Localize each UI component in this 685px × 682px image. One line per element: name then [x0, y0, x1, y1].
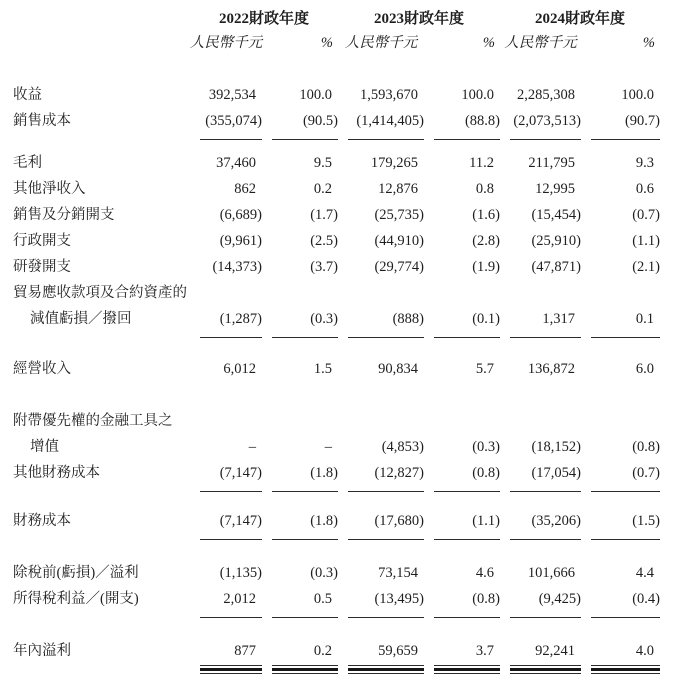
rule-segment	[424, 534, 500, 548]
single-rule-row	[0, 612, 685, 626]
amount-value: (14,373)	[212, 259, 262, 275]
rule-segment	[190, 534, 262, 548]
percent-value: (1.5)	[632, 513, 660, 529]
year-header-2024: 2024財政年度	[534, 11, 625, 27]
amount-value: (44,910)	[374, 233, 424, 249]
percent-value: 0.6	[635, 181, 654, 197]
amount-value: 90,834	[378, 361, 418, 377]
section-gap	[0, 500, 685, 508]
single-rule-row	[0, 534, 685, 548]
rule-segment	[424, 664, 500, 678]
rule-segment	[424, 134, 500, 148]
rule-segment	[262, 612, 338, 626]
amount-value: (13,495)	[374, 591, 424, 607]
percent-value: (90.5)	[302, 113, 338, 129]
table-row	[0, 434, 685, 460]
rule-segment	[262, 664, 338, 678]
amount-value: 2,012	[223, 591, 256, 607]
table-row	[0, 306, 685, 332]
amount-value: (1,287)	[219, 311, 262, 327]
rule-segment	[500, 534, 581, 548]
row-label: 財務成本	[13, 513, 71, 529]
rule-segment	[338, 486, 424, 500]
rule-segment	[581, 534, 660, 548]
percent-value: 0.8	[475, 181, 494, 197]
row-label: 銷售及分銷開支	[13, 207, 115, 223]
amount-value: (25,735)	[374, 207, 424, 223]
rule-segment	[190, 134, 262, 148]
percent-value: (0.1)	[472, 311, 500, 327]
percent-value: 0.5	[313, 591, 332, 607]
amount-value: (7,147)	[219, 465, 262, 481]
amount-value: 12,995	[535, 181, 575, 197]
rule-segment	[262, 134, 338, 148]
table-row	[0, 356, 685, 382]
amount-value: (1,135)	[219, 565, 262, 581]
rule-label-spacer	[0, 612, 190, 626]
percent-value: (88.8)	[464, 113, 500, 129]
percent-value: (1.8)	[310, 465, 338, 481]
percent-value: 1.5	[313, 361, 332, 377]
percent-value: 0.1	[635, 311, 654, 327]
header-label-spacer	[0, 8, 190, 30]
rule-segment	[500, 332, 581, 346]
amount-value: 211,795	[528, 155, 575, 171]
amount-value: (15,454)	[531, 207, 581, 223]
amount-value: 1,317	[542, 311, 575, 327]
percent-value: (1.6)	[472, 207, 500, 223]
amount-value: (1,414,405)	[356, 113, 424, 129]
percent-value: 100.0	[299, 87, 332, 103]
single-rule-row	[0, 134, 685, 148]
rule-segment	[190, 486, 262, 500]
rule-segment	[581, 664, 660, 678]
percent-value: (90.7)	[624, 113, 660, 129]
rule-segment	[581, 332, 660, 346]
amount-value: (35,206)	[531, 513, 581, 529]
amount-value: 2,285,308	[517, 87, 575, 103]
percent-value: (0.3)	[472, 439, 500, 455]
amount-value: 136,872	[527, 361, 575, 377]
amount-value: 877	[234, 643, 256, 659]
section-gap	[0, 626, 685, 638]
unit-header-text: 人民幣千元	[344, 35, 418, 51]
percent-value: (2.1)	[632, 259, 660, 275]
table-row	[0, 586, 685, 612]
row-label: 行政開支	[13, 233, 71, 249]
table-row	[0, 202, 685, 228]
rule-segment	[262, 486, 338, 500]
row-label: 所得稅利益／(開支)	[13, 591, 139, 607]
percent-value: 4.0	[635, 643, 654, 659]
percent-value: (0.7)	[632, 207, 660, 223]
rule-segment	[500, 486, 581, 500]
rule-segment	[424, 332, 500, 346]
rule-segment	[500, 664, 581, 678]
header-gap	[0, 56, 685, 82]
amount-value: (355,074)	[205, 113, 262, 129]
amount-value: (6,689)	[219, 207, 262, 223]
amount-value: (2,073,513)	[513, 113, 581, 129]
amount-value: 179,265	[370, 155, 418, 171]
unit-header-2023	[338, 30, 424, 56]
percent-header-2022: %	[320, 35, 333, 51]
percent-value: 4.4	[635, 565, 654, 581]
row-label: 減值虧損／撥回	[30, 311, 132, 327]
percent-value: (0.8)	[632, 439, 660, 455]
row-label: 其他財務成本	[13, 465, 100, 481]
row-label: 年內溢利	[13, 643, 71, 659]
percent-header-2024: %	[642, 35, 655, 51]
table-row	[0, 82, 685, 108]
amount-value: 92,241	[535, 643, 575, 659]
percent-value: (0.4)	[632, 591, 660, 607]
percent-value: –	[324, 439, 332, 455]
amount-value: –	[248, 439, 256, 455]
amount-value: (18,152)	[531, 439, 581, 455]
rule-segment	[262, 332, 338, 346]
amount-value: 392,534	[208, 87, 256, 103]
rule-label-spacer	[0, 332, 190, 346]
table-row	[0, 460, 685, 486]
rule-segment	[581, 486, 660, 500]
unit-header-text: 人民幣千元	[189, 35, 263, 51]
rule-label-spacer	[0, 534, 190, 548]
rule-segment	[190, 332, 262, 346]
amount-value: (7,147)	[219, 513, 262, 529]
amount-value: 101,666	[527, 565, 575, 581]
row-label: 其他淨收入	[13, 181, 86, 197]
fiscal-year-header-row	[0, 8, 685, 30]
rule-label-spacer	[0, 134, 190, 148]
rule-segment	[581, 134, 660, 148]
table-row	[0, 176, 685, 202]
percent-value: (2.5)	[310, 233, 338, 249]
table-row	[0, 254, 685, 280]
percent-value: (1.8)	[310, 513, 338, 529]
rule-segment	[338, 534, 424, 548]
amount-value: (12,827)	[374, 465, 424, 481]
amount-value: 6,012	[223, 361, 256, 377]
amount-value: (25,910)	[531, 233, 581, 249]
percent-value: 100.0	[461, 87, 494, 103]
percent-value: (1.7)	[310, 207, 338, 223]
year-header-2023: 2023財政年度	[373, 11, 464, 27]
percent-value: 0.2	[313, 181, 332, 197]
amount-value: (29,774)	[374, 259, 424, 275]
row-label: 銷售成本	[13, 113, 71, 129]
percent-value: 5.7	[475, 361, 494, 377]
table-row	[0, 108, 685, 134]
rule-segment	[424, 486, 500, 500]
table-row	[0, 408, 685, 434]
row-label: 研發開支	[13, 259, 71, 275]
percent-value: (2.8)	[472, 233, 500, 249]
table-row	[0, 638, 685, 664]
amount-value: 37,460	[216, 155, 256, 171]
single-rule-row	[0, 332, 685, 346]
section-gap	[0, 346, 685, 356]
year-header-2022: 2022財政年度	[218, 11, 309, 27]
percent-value: 9.5	[313, 155, 332, 171]
unit-header-2024	[500, 30, 581, 56]
rule-segment	[424, 612, 500, 626]
table-row	[0, 508, 685, 534]
percent-value: 0.2	[313, 643, 332, 659]
rule-segment	[338, 612, 424, 626]
rule-segment	[338, 332, 424, 346]
rule-segment	[338, 664, 424, 678]
percent-value: (1.1)	[632, 233, 660, 249]
section-gap	[0, 382, 685, 408]
row-label: 附帶優先權的金融工具之	[13, 413, 173, 429]
amount-value: (4,853)	[381, 439, 424, 455]
rule-segment	[190, 612, 262, 626]
table-row	[0, 560, 685, 586]
row-label: 增值	[30, 439, 59, 455]
percent-value: (1.1)	[472, 513, 500, 529]
row-label: 經營收入	[13, 361, 71, 377]
single-rule-row	[0, 486, 685, 500]
amount-value: (17,680)	[374, 513, 424, 529]
rule-label-spacer	[0, 486, 190, 500]
percent-value: 3.7	[475, 643, 494, 659]
percent-value: (0.3)	[310, 565, 338, 581]
row-label: 除稅前(虧損)／溢利	[13, 565, 139, 581]
row-label: 收益	[13, 87, 42, 103]
percent-value: (0.8)	[472, 591, 500, 607]
rule-segment	[338, 134, 424, 148]
unit-header-text: 人民幣千元	[504, 35, 577, 51]
percent-value: 11.2	[469, 155, 494, 171]
amount-value: 73,154	[378, 565, 418, 581]
percent-value: 4.6	[475, 565, 494, 581]
percent-header-2023: %	[482, 35, 495, 51]
rule-segment	[581, 612, 660, 626]
amount-value: 59,659	[378, 643, 418, 659]
percent-value: 6.0	[635, 361, 654, 377]
amount-value: (47,871)	[531, 259, 581, 275]
table-row	[0, 228, 685, 254]
rule-segment	[262, 534, 338, 548]
amount-value: (9,961)	[219, 233, 262, 249]
table-row	[0, 280, 685, 306]
percent-value: (0.3)	[310, 311, 338, 327]
percent-value: (0.7)	[632, 465, 660, 481]
row-label: 貿易應收款項及合約資產的	[13, 285, 187, 301]
rule-segment	[500, 134, 581, 148]
subheader-label-spacer	[0, 30, 190, 56]
amount-value: (9,425)	[538, 591, 581, 607]
percent-value: (0.8)	[472, 465, 500, 481]
double-rule-row	[0, 664, 685, 678]
percent-value: 9.3	[635, 155, 654, 171]
percent-value: 100.0	[621, 87, 654, 103]
rule-segment	[190, 664, 262, 678]
amount-value: (888)	[392, 311, 424, 327]
rule-label-spacer	[0, 664, 190, 678]
percent-value: (3.7)	[310, 259, 338, 275]
row-label: 毛利	[13, 155, 42, 171]
amount-value: 862	[234, 181, 256, 197]
unit-header-2022	[190, 30, 262, 56]
amount-value: 12,876	[378, 181, 418, 197]
section-gap	[0, 548, 685, 560]
table-body	[0, 82, 685, 678]
amount-value: (17,054)	[531, 465, 581, 481]
rule-segment	[500, 612, 581, 626]
table-row	[0, 150, 685, 176]
amount-value: 1,593,670	[360, 87, 418, 103]
column-subheader-row	[0, 30, 685, 56]
percent-value: (1.9)	[472, 259, 500, 275]
